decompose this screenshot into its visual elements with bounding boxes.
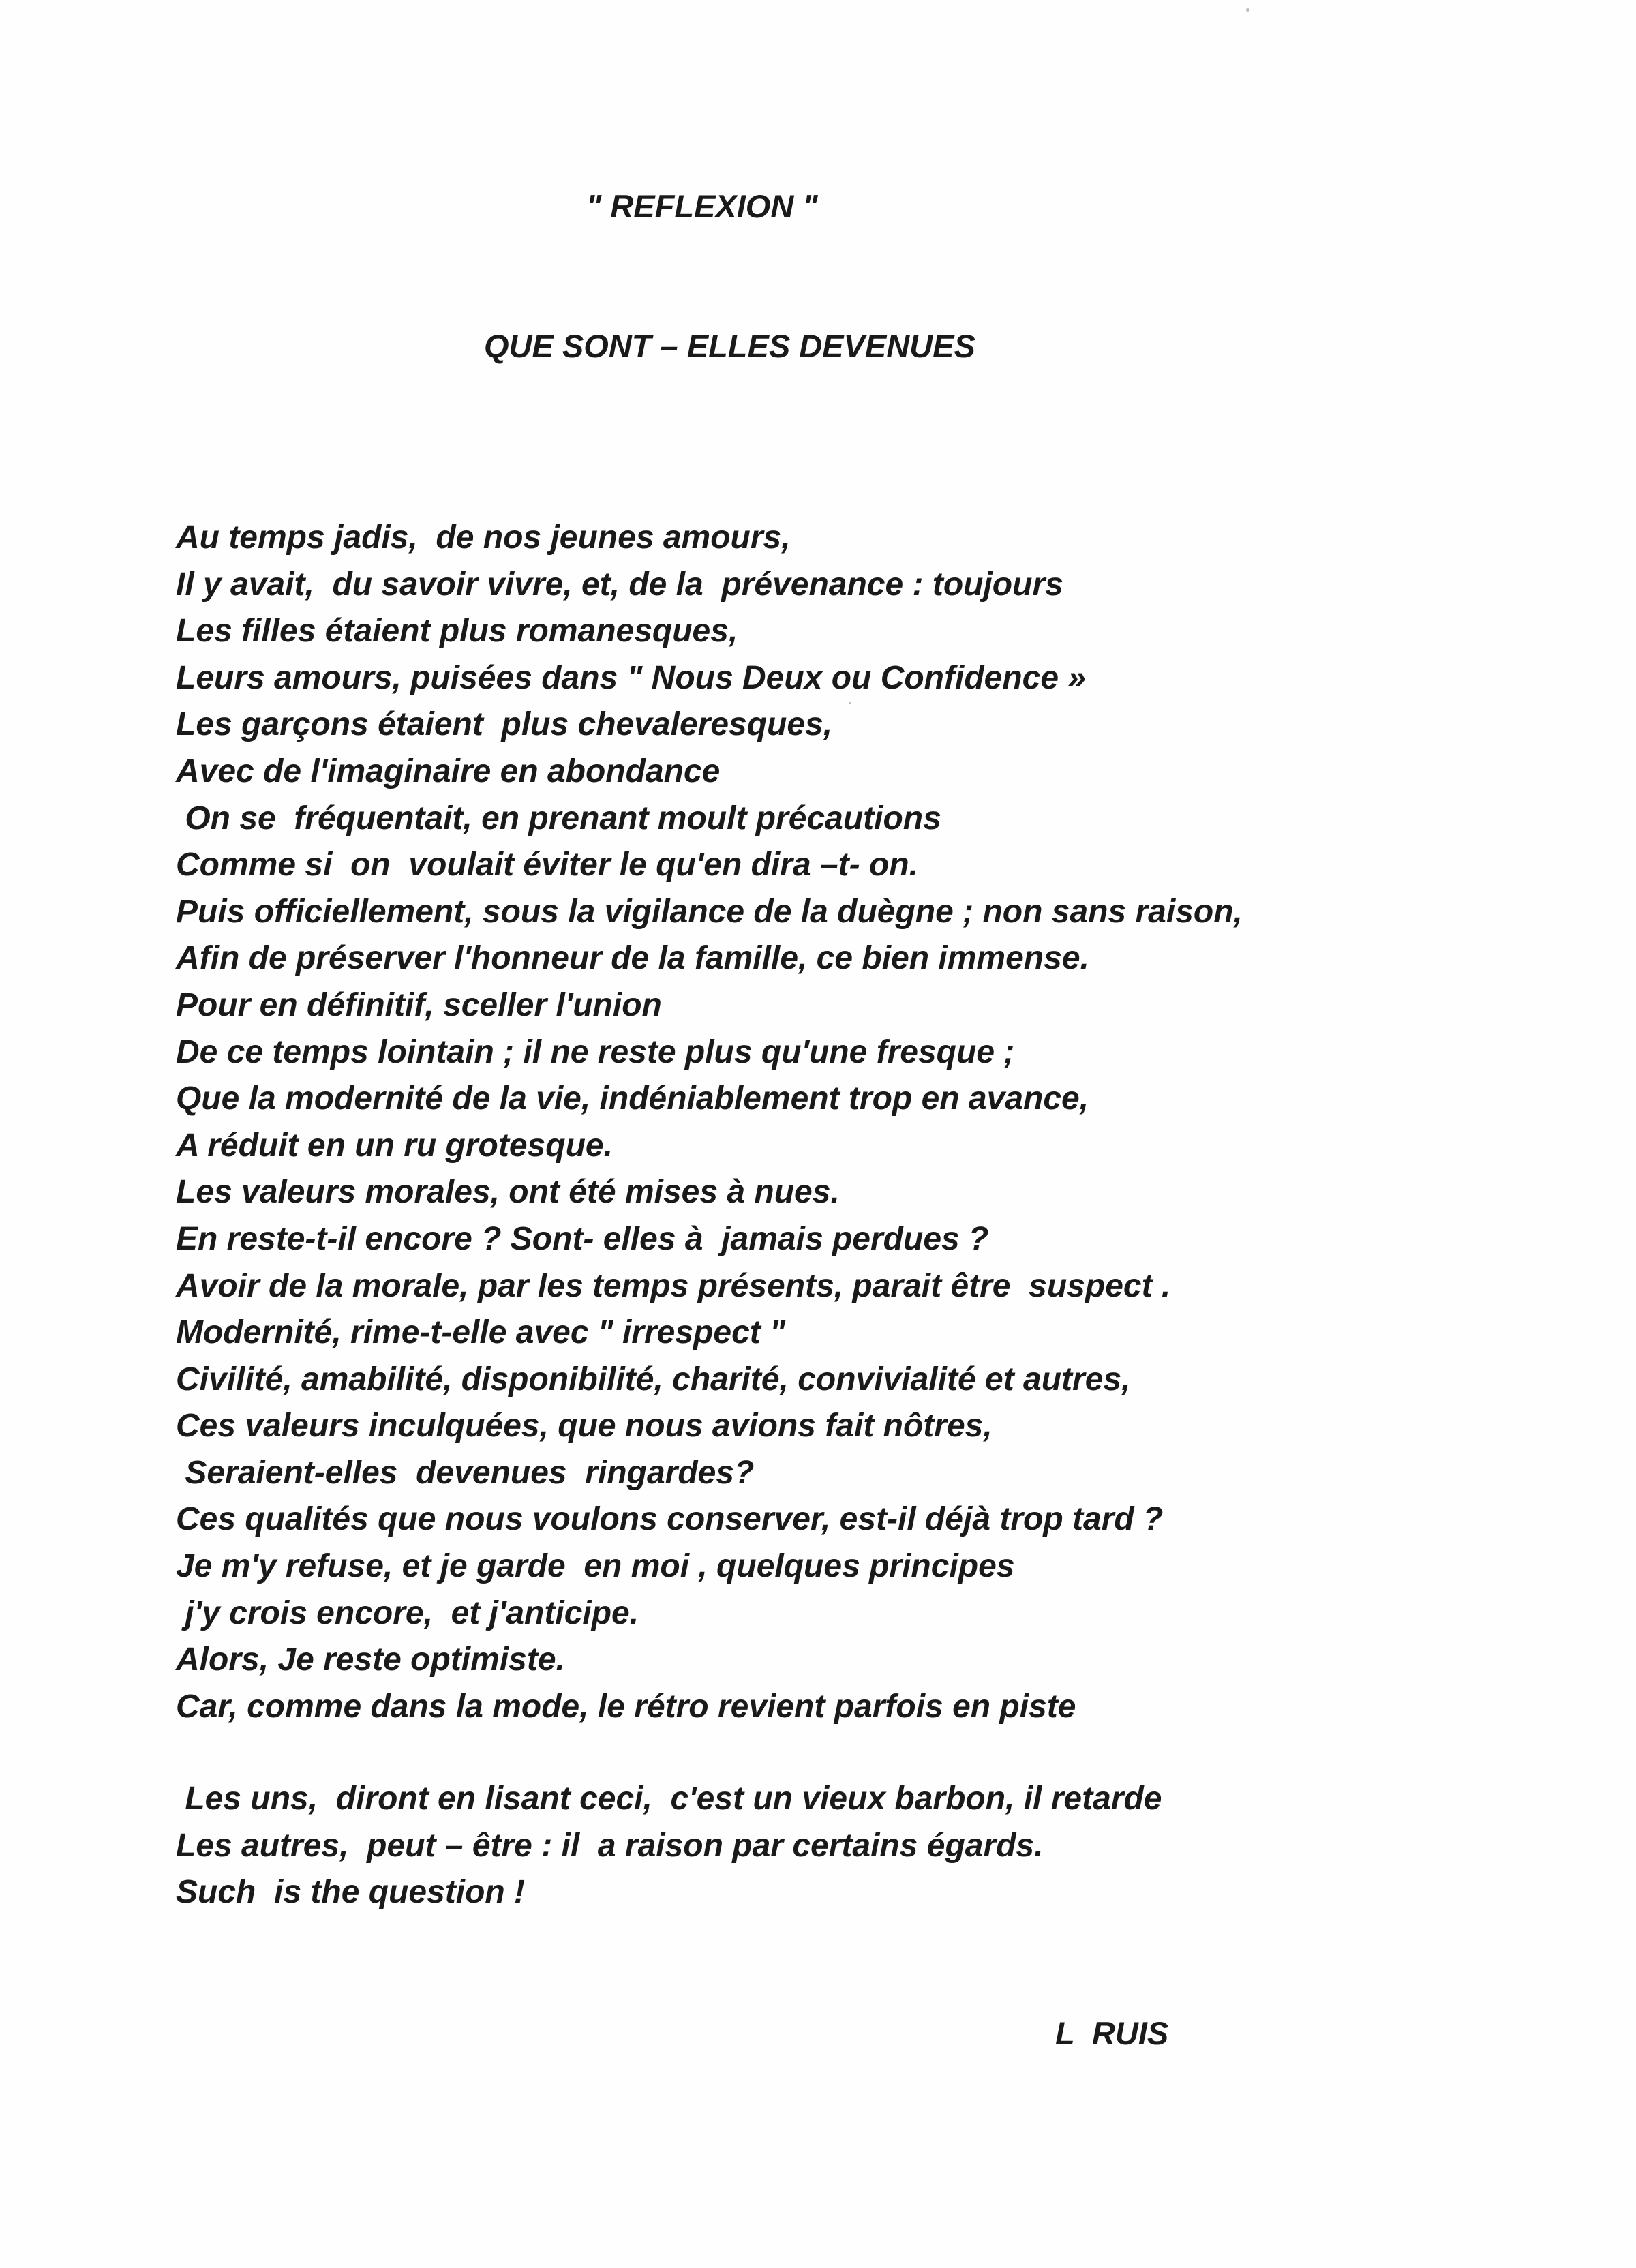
poem-line: Ces valeurs inculquées, que nous avions fait nôtres, (176, 1408, 993, 1445)
poem-line: Leurs amours, puisées dans " Nous Deux ou Confidence » (176, 659, 1087, 696)
poem-line: Pour en définitif, sceller l'union (176, 986, 662, 1023)
poem-line: Avoir de la morale, par les temps présents, parait être suspect . (176, 1267, 1171, 1304)
poem-line: Car, comme dans la mode, le rétro revient parfois en piste (176, 1688, 1076, 1725)
poem-line: Afin de préserver l'honneur de la famille, ce bien immense. (176, 940, 1089, 977)
poem-line: Les autres, peut – être : il a raison par certains égards. (176, 1827, 1044, 1864)
poem-line: En reste-t-il encore ? Sont- elles à jamais perdues ? (176, 1220, 989, 1257)
poem-line: Les uns, diront en lisant ceci, c'est un vieux barbon, il retarde (176, 1781, 1162, 1817)
poem-line: Such is the question ! (176, 1874, 526, 1911)
poem-line: j'y crois encore, et j'anticipe. (176, 1594, 639, 1631)
poem-line: Comme si on voulait éviter le qu'en dira –t- on. (176, 847, 918, 883)
poem-line: Civilité, amabilité, disponibilité, charité, convivialité et autres, (176, 1361, 1131, 1397)
poem-line: Au temps jadis, de nos jeunes amours, (176, 519, 791, 556)
poem-line: Les filles étaient plus romanesques, (176, 613, 738, 650)
poem-line: De ce temps lointain ; il ne reste plus qu'une fresque ; (176, 1033, 1015, 1070)
poem-line: Il y avait, du savoir vivre, et, de la prévenance : toujours (176, 566, 1063, 603)
poem-line: Je m'y refuse, et je garde en moi , quelques principes (176, 1548, 1015, 1585)
poem-line: Puis officiellement, sous la vigilance de la duègne ; non sans raison, (176, 893, 1243, 930)
poem-title: " REFLEXION " (586, 188, 818, 224)
poem-stanza-1 (176, 515, 1539, 1730)
author-signature: L RUIS (1055, 2015, 1169, 2051)
poem-line: Alors, Je reste optimiste. (176, 1642, 565, 1678)
poem-line: Seraient-elles devenues ringardes? (176, 1454, 755, 1491)
scan-speck (1246, 8, 1249, 12)
poem-line: Avec de l'imaginaire en abondance (176, 753, 721, 789)
poem-line: Les garçons étaient plus chevaleresques, (176, 706, 833, 743)
poem-line: Ces qualités que nous voulons conserver, est-il déjà trop tard ? (176, 1501, 1164, 1538)
poem-stanza-2 (176, 1776, 1539, 1916)
poem-line: A réduit en un ru grotesque. (176, 1127, 613, 1164)
poem-line: Les valeurs morales, ont été mises à nues. (176, 1174, 840, 1211)
poem-line: On se fréquentait, en prenant moult précautions (176, 800, 941, 836)
poem-line: Que la modernité de la vie, indéniablement trop en avance, (176, 1080, 1089, 1117)
poem-line: Modernité, rime-t-elle avec " irrespect " (176, 1314, 785, 1351)
poem-subtitle: QUE SONT – ELLES DEVENUES (484, 328, 975, 364)
scan-speck (849, 702, 851, 704)
